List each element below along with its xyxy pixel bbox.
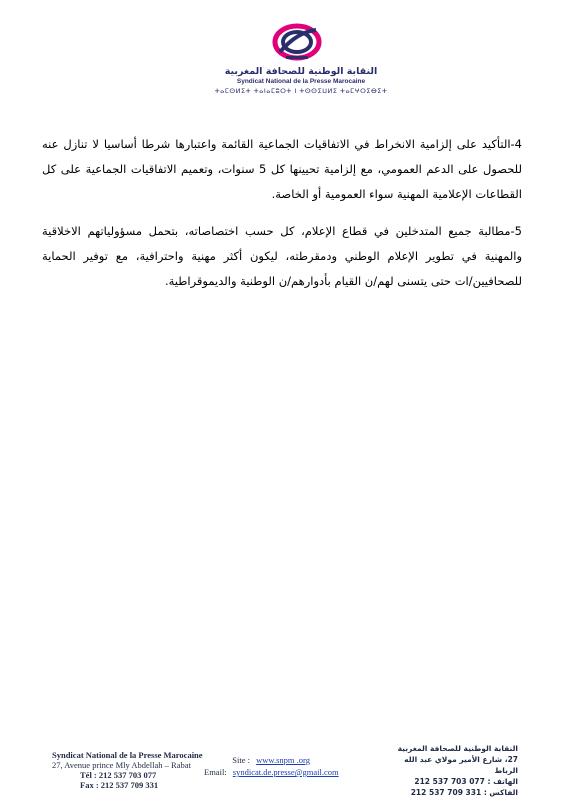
org-name-french: Syndicat National de la Presse Marocaine bbox=[236, 78, 366, 85]
footer-fax-ar: الفاكس : 331 709 537 212 bbox=[410, 788, 518, 797]
paragraph-5: 5-مطالبة جميع المتدخلين في قطاع الإعلام، كل حسب اختصاصاته، بتحمل مسؤولياتهم الاخلاقية والمهنية في تطوير الإعلام الوطني ودمقرطته، ليكون أكثر مهنية واحترافية، مع توفير الحماية للصحافيين/ات حتى يتسنى لهم/ن القيام بأدوارهم/ن الوطنية والديموقراطية. bbox=[42, 223, 522, 288]
org-name-tifinagh: ⵜⴰⵎⵙⵍⵉⵜ ⵜⴰⵏⴰⵎⵓⵔⵜ ⵏ ⵜⵙⵙⵉⵡⵍⵉ ⵜⴰⵎⵖⵔⵉⴱⵉⵜ bbox=[214, 87, 388, 95]
footer-fax: Fax : 212 537 709 331 bbox=[80, 780, 159, 790]
letterhead bbox=[0, 0, 562, 100]
website-link[interactable]: www.snpm .org bbox=[256, 755, 310, 765]
footer-web-contact bbox=[204, 754, 374, 778]
footer-org-name-ar: النقابة الوطنية للصحافة المغربية bbox=[397, 744, 518, 753]
logo-emblem-icon bbox=[262, 18, 332, 68]
footer-phone-ar: الهاتف : 077 703 537 212 bbox=[414, 777, 518, 786]
site-label: Site : bbox=[232, 755, 250, 765]
footer-address-ar: 27، شارع الأمير مولاي عبد الله الرباط bbox=[404, 755, 518, 775]
email-label: Email: bbox=[204, 767, 227, 777]
footer-contact-arabic bbox=[388, 743, 518, 798]
union-logo bbox=[262, 18, 332, 68]
footer-org-name: Syndicat National de la Presse Marocaine bbox=[52, 750, 203, 760]
paragraph-4: 4-التأكيد على إلزامية الانخراط في الاتفاقيات الجماعية القائمة واعتبارها شرطا أساسيا لا تنازل عنه للحصول على الدعم العمومي، مع إلزامية تحيينها كل 5 سنوات، وتعميم الاتفاقيات الجماعية على كل القطاعات الإعلامية المهنية سواء العمومية أو الخاصة. bbox=[42, 136, 522, 201]
email-link[interactable]: syndicat.de.presse@gmail.com bbox=[232, 767, 339, 777]
org-name-arabic: النقابة الوطنية للصحافة المغربية bbox=[224, 66, 378, 77]
footer-phone: Tél : 212 537 703 077 bbox=[80, 770, 157, 780]
footer-address: 27, Avenue prince Mly Abdellah – Rabat bbox=[52, 760, 191, 770]
